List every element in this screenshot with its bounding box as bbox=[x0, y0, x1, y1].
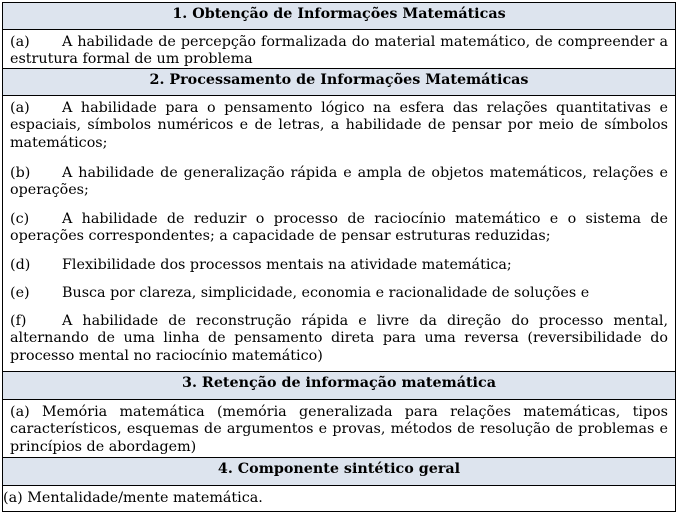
item-label: (e) bbox=[10, 285, 30, 301]
item-text: Mentalidade/mente matemática. bbox=[27, 490, 263, 506]
item-text: Memória matemática (memória generalizada para relações matemáticas, tipos característicos, esquemas de argumentos e provas, métodos de resolução de problemas e princípios de abordagem) bbox=[10, 404, 668, 455]
item-label: (a) bbox=[10, 34, 30, 50]
section-2-item-d bbox=[10, 257, 668, 274]
item-label: (b) bbox=[10, 165, 31, 181]
item-label: (d) bbox=[10, 257, 31, 273]
section-2-item-e bbox=[10, 285, 668, 302]
section-4-header: 4. Componente sintético geral bbox=[3, 457, 675, 486]
item-text: Flexibilidade dos processos mentais na atividade matemática; bbox=[62, 257, 512, 273]
section-2-item-f bbox=[10, 313, 668, 365]
section-2-header: 2. Processamento de Informações Matemáticas bbox=[3, 68, 675, 96]
item-text: A habilidade de reduzir o processo de raciocínio matemático e o sistema de operações correspondentes; a capacidade de pensar estruturas reduzidas; bbox=[10, 211, 668, 245]
item-text: Busca por clareza, simplicidade, economia e racionalidade de soluções e bbox=[62, 285, 590, 301]
section-2-item-a bbox=[10, 100, 668, 152]
section-2-item-b bbox=[10, 165, 668, 200]
section-3-header: 3. Retenção de informação matemática bbox=[3, 371, 675, 400]
item-text: A habilidade de reconstrução rápida e livre da direção do processo mental, alternando de uma linha de pensamento direta para uma reversa (reversibilidade do processo mental no raciocínio matemático) bbox=[10, 313, 668, 364]
item-text: A habilidade de percepção formalizada do material matemático, de compreender a estrutura formal de um problema bbox=[10, 34, 668, 68]
item-label: (a) bbox=[10, 404, 30, 420]
section-3-item-a bbox=[10, 404, 668, 456]
section-4-item-a bbox=[3, 490, 675, 507]
section-1-item-a bbox=[10, 34, 668, 69]
section-1-header: 1. Obtenção de Informações Matemáticas bbox=[3, 3, 675, 30]
section-2-item-c bbox=[10, 211, 668, 246]
item-label: (c) bbox=[10, 211, 30, 227]
item-text: A habilidade de generalização rápida e ampla de objetos matemáticos, relações e operações; bbox=[10, 165, 668, 199]
item-label: (a) bbox=[3, 490, 23, 506]
abilities-table bbox=[2, 2, 676, 512]
item-text: A habilidade para o pensamento lógico na esfera das relações quantitativas e espaciais, símbolos numéricos e de letras, a habilidade de pensar por meio de símbolos matemáticos; bbox=[10, 100, 668, 151]
item-label: (a) bbox=[10, 100, 30, 116]
item-label: (f) bbox=[10, 313, 27, 329]
